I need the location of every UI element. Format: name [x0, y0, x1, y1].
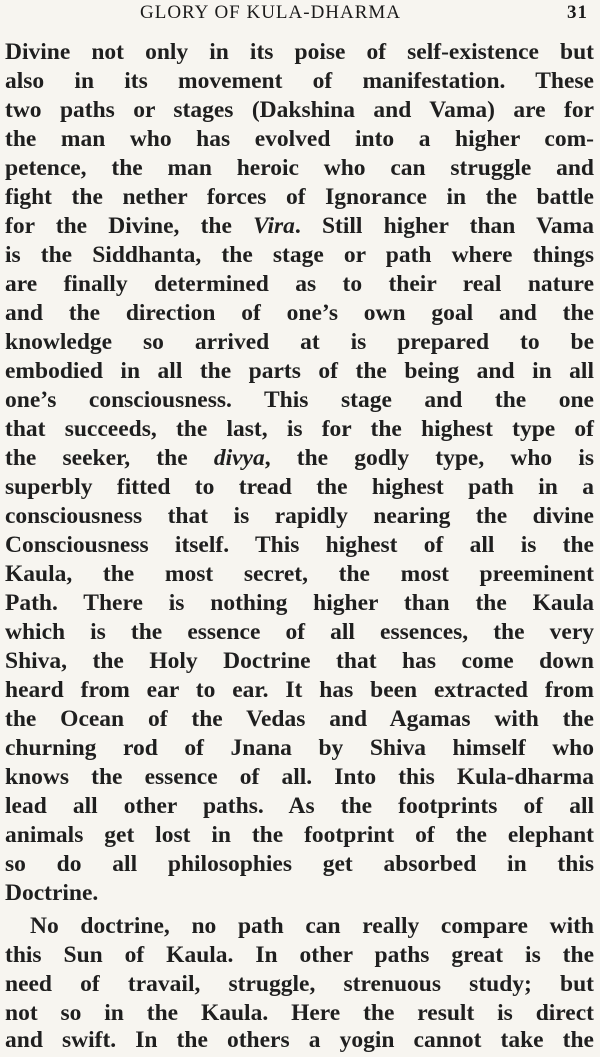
text-line: need of travail, struggle, strenuous study; but — [5, 971, 594, 997]
text-line: embodied in all the parts of the being and in all — [5, 358, 594, 384]
text-line: the man who has evolved into a higher com- — [5, 126, 594, 152]
text-line: the seeker, the divya, the godly type, who is — [5, 445, 594, 471]
running-head — [0, 2, 600, 28]
text-line: also in its movement of manifestation. These — [5, 68, 594, 94]
text-line: not so in the Kaula. Here the result is direct — [5, 1000, 594, 1026]
italic-term: Vira — [253, 213, 295, 239]
text-line: Path. There is nothing higher than the Kaula — [5, 590, 594, 616]
text-line: and swift. In the others a yogin cannot take the — [5, 1027, 594, 1053]
text-line: knows the essence of all. Into this Kula-dharma — [5, 764, 594, 790]
text-line: fight the nether forces of Ignorance in the battle — [5, 184, 594, 210]
text-line: so do all philosophies get absorbed in this — [5, 851, 594, 877]
text-line: superbly fitted to tread the highest path in a — [5, 474, 594, 500]
text-line: is the Siddhanta, the stage or path where things — [5, 242, 594, 268]
text-line: Divine not only in its poise of self-existence but — [5, 39, 594, 65]
page-number: 31 — [567, 2, 588, 23]
text-line: that succeeds, the last, is for the highest type of — [5, 416, 594, 442]
text-line: lead all other paths. As the footprints of all — [5, 793, 594, 819]
text-line: consciousness that is rapidly nearing the divine — [5, 503, 594, 529]
text-line: Shiva, the Holy Doctrine that has come down — [5, 648, 594, 674]
text-line: animals get lost in the footprint of the elephant — [5, 822, 594, 848]
text-line: petence, the man heroic who can struggle and — [5, 155, 594, 181]
italic-term: divya — [213, 445, 265, 471]
text-line-paragraph-start: No doctrine, no path can really compare with — [30, 913, 594, 939]
text-line: one’s consciousness. This stage and the one — [5, 387, 594, 413]
text-line: which is the essence of all essences, the very — [5, 619, 594, 645]
text-line: two paths or stages (Dakshina and Vama) are for — [5, 97, 594, 123]
text-line: churning rod of Jnana by Shiva himself who — [5, 735, 594, 761]
text-line: Kaula, the most secret, the most preeminent — [5, 561, 594, 587]
text-line: and the direction of one’s own goal and the — [5, 300, 594, 326]
text-line: heard from ear to ear. It has been extracted from — [5, 677, 594, 703]
text-line: knowledge so arrived at is prepared to be — [5, 329, 594, 355]
text-line: this Sun of Kaula. In other paths great is the — [5, 942, 594, 968]
text-line: for the Divine, the Vira. Still higher than Vama — [5, 213, 594, 239]
text-line: are finally determined as to their real nature — [5, 271, 594, 297]
chapter-title: GLORY OF KULA-DHARMA — [140, 2, 402, 23]
text-line: Doctrine. — [5, 880, 99, 906]
text-line: the Ocean of the Vedas and Agamas with the — [5, 706, 594, 732]
text-line: Consciousness itself. This highest of all is the — [5, 532, 594, 558]
